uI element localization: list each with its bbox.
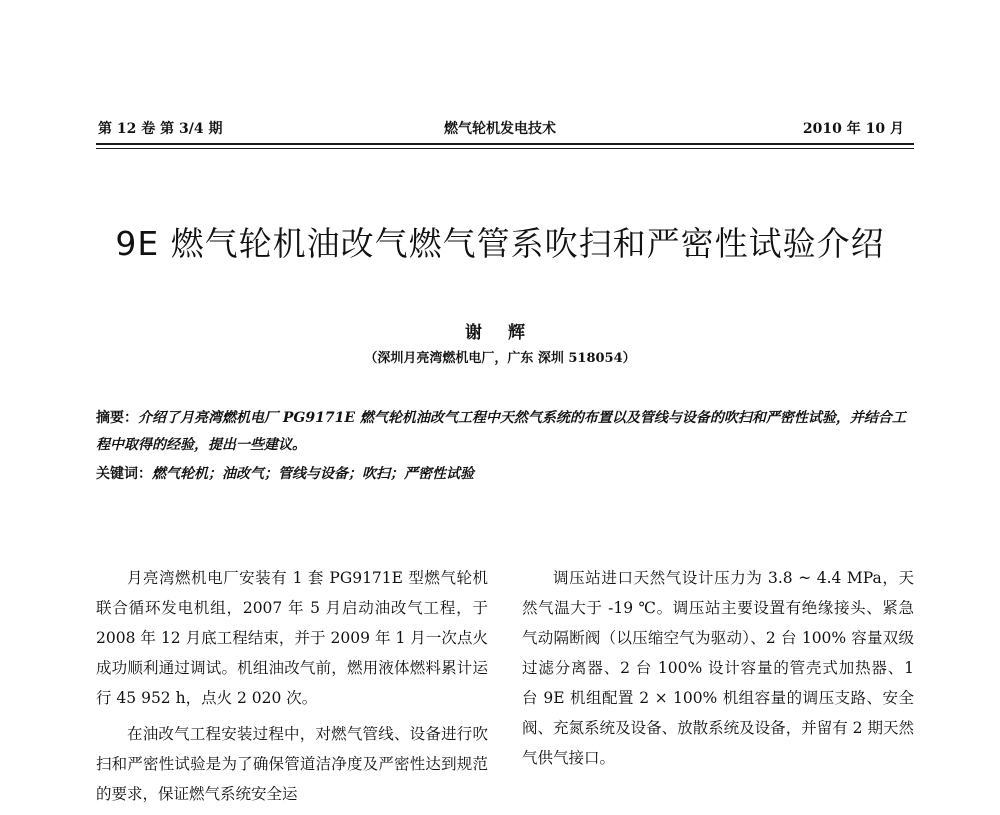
body-paragraph: 在油改气工程安装过程中，对燃气管线、设备进行吹扫和严密性试验是为了确保管道洁净度及严密性达到规范的要求，保证燃气系统安全运 xyxy=(96,725,488,803)
keywords-label: 关键词： xyxy=(96,466,152,482)
keywords-text: 燃气轮机；油改气；管线与设备；吹扫；严密性试验 xyxy=(152,466,474,482)
journal-name: 燃气轮机发电技术 xyxy=(444,121,556,137)
body-column-right xyxy=(522,563,914,779)
body-column-left xyxy=(96,563,488,815)
abstract xyxy=(96,405,916,459)
header-rule-thick xyxy=(96,143,914,145)
header-rule-thin xyxy=(96,148,914,149)
abstract-label: 摘要： xyxy=(96,410,138,426)
issue-number: 第 12 卷 第 3/4 期 xyxy=(98,121,223,137)
abstract-text: 介绍了月亮湾燃机电厂 PG9171E 燃气轮机油改气工程中天然气系统的布置以及管线与设备的吹扫和严密性试验，并结合工程中取得的经验，提出一些建议。 xyxy=(96,410,906,453)
body-paragraph: 月亮湾燃机电厂安装有 1 套 PG9171E 型燃气轮机联合循环发电机组，2007 年 5 月启动油改气工程，于 2008 年 12 月底工程结束，并于 2009 年 1 月一次点火成功顺利通过调试。机组油改气前，燃用液体燃料累计运行 45 952 h，点火 2 020 次。 xyxy=(96,569,488,707)
keywords xyxy=(96,463,916,483)
body-paragraph: 调压站进口天然气设计压力为 3.8 ~ 4.4 MPa，天然气温大于 -19 ℃。调压站主要设置有绝缘接头、紧急气动隔断阀（以压缩空气为驱动）、2 台 100% 容量双级过滤分离器、2 台 100% 设计容量的管壳式加热器、1 台 9E 机组配置 2 × 100% 机组容量的调压支路、安全阀、充氮系统及设备、放散系统及设备，并留有 2 期天然气供气接口。 xyxy=(522,569,914,767)
author-name: 谢 辉 xyxy=(465,323,535,343)
article-title: 9E 燃气轮机油改气燃气管系吹扫和严密性试验介绍 xyxy=(115,224,885,263)
publication-date: 2010 年 10 月 xyxy=(802,121,904,137)
author-affiliation: （深圳月亮湾燃机电厂，广东 深圳 518054） xyxy=(364,351,636,366)
